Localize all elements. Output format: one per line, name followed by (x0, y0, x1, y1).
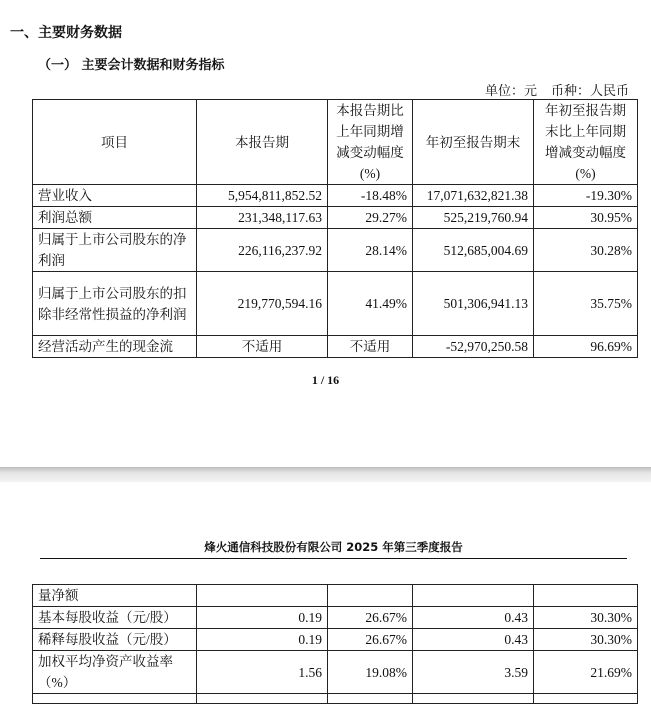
row-label: 营业收入 (33, 185, 197, 207)
table-row (33, 607, 638, 629)
cell-value: -19.30% (534, 185, 638, 207)
cell-value: 226,116,237.92 (197, 229, 328, 272)
cell-value: 0.19 (197, 629, 328, 651)
cell-value: 41.49% (328, 272, 413, 336)
cell-value: 231,348,117.63 (197, 207, 328, 229)
cell-value: 不适用 (328, 336, 413, 358)
table-row (33, 336, 638, 358)
cell-value: 30.28% (534, 229, 638, 272)
header-ytd-change: 年初至报告期末比上年同期增减变动幅度(%) (534, 100, 638, 185)
row-label: 基本每股收益（元/股） (33, 607, 197, 629)
table-row (33, 585, 638, 607)
table-row (33, 185, 638, 207)
currency-text: 币种：人民币 (550, 83, 629, 98)
financial-data-table-continued (32, 584, 638, 704)
cell-value: 21.69% (534, 651, 638, 694)
cell-value (534, 694, 638, 704)
cell-value (413, 694, 534, 704)
cell-value: 0.43 (413, 607, 534, 629)
page-separator (0, 467, 651, 482)
cell-value: 30.30% (534, 629, 638, 651)
cell-value: 29.27% (328, 207, 413, 229)
cell-value: 525,219,760.94 (413, 207, 534, 229)
cell-value: 30.30% (534, 607, 638, 629)
cell-value: -52,970,250.58 (413, 336, 534, 358)
table-header-row (33, 100, 638, 185)
cell-value: 0.43 (413, 629, 534, 651)
cell-value: 501,306,941.13 (413, 272, 534, 336)
cell-value: 17,071,632,821.38 (413, 185, 534, 207)
cell-value (534, 585, 638, 607)
cell-value (413, 585, 534, 607)
row-label: 利润总额 (33, 207, 197, 229)
financial-data-table (32, 99, 638, 358)
row-label: 稀释每股收益（元/股） (33, 629, 197, 651)
cell-value: 19.08% (328, 651, 413, 694)
header-ytd: 年初至报告期末 (413, 100, 534, 185)
running-header: 烽火通信科技股份有限公司 2025 年第三季度报告 (40, 539, 627, 559)
unit-text: 单位：元 (484, 83, 537, 98)
cell-value: 3.59 (413, 651, 534, 694)
table-row (33, 207, 638, 229)
cell-value: 5,954,811,852.52 (197, 185, 328, 207)
row-label: 加权平均净资产收益率（%） (33, 651, 197, 694)
section-title: 一、主要财务数据 (10, 25, 122, 41)
page-number: 1 / 16 (311, 373, 340, 387)
cell-value (197, 694, 328, 704)
cell-value: 26.67% (328, 629, 413, 651)
cell-value: 不适用 (197, 336, 328, 358)
cell-value: 26.67% (328, 607, 413, 629)
row-label (33, 694, 197, 704)
cell-value: 1.56 (197, 651, 328, 694)
table-row (33, 651, 638, 694)
cell-value: -18.48% (328, 185, 413, 207)
row-label: 量净额 (33, 585, 197, 607)
cell-value (328, 694, 413, 704)
cell-value (328, 585, 413, 607)
cell-value: 35.75% (534, 272, 638, 336)
cell-value: 96.69% (534, 336, 638, 358)
row-label: 经营活动产生的现金流 (33, 336, 197, 358)
cell-value: 28.14% (328, 229, 413, 272)
cell-value: 0.19 (197, 607, 328, 629)
cell-value: 219,770,594.16 (197, 272, 328, 336)
subsection-title: （一） 主要会计数据和财务指标 (38, 58, 225, 73)
table-row (33, 272, 638, 336)
table-row (33, 229, 638, 272)
table-row (33, 694, 638, 704)
unit-label (471, 80, 629, 99)
cell-value (197, 585, 328, 607)
row-label: 归属于上市公司股东的扣除非经常性损益的净利润 (33, 272, 197, 336)
header-item: 项目 (33, 100, 197, 185)
cell-value: 512,685,004.69 (413, 229, 534, 272)
header-current-period: 本报告期 (197, 100, 328, 185)
row-label: 归属于上市公司股东的净利润 (33, 229, 197, 272)
cell-value: 30.95% (534, 207, 638, 229)
table-row (33, 629, 638, 651)
header-current-change: 本报告期比上年同期增减变动幅度(%) (328, 100, 413, 185)
